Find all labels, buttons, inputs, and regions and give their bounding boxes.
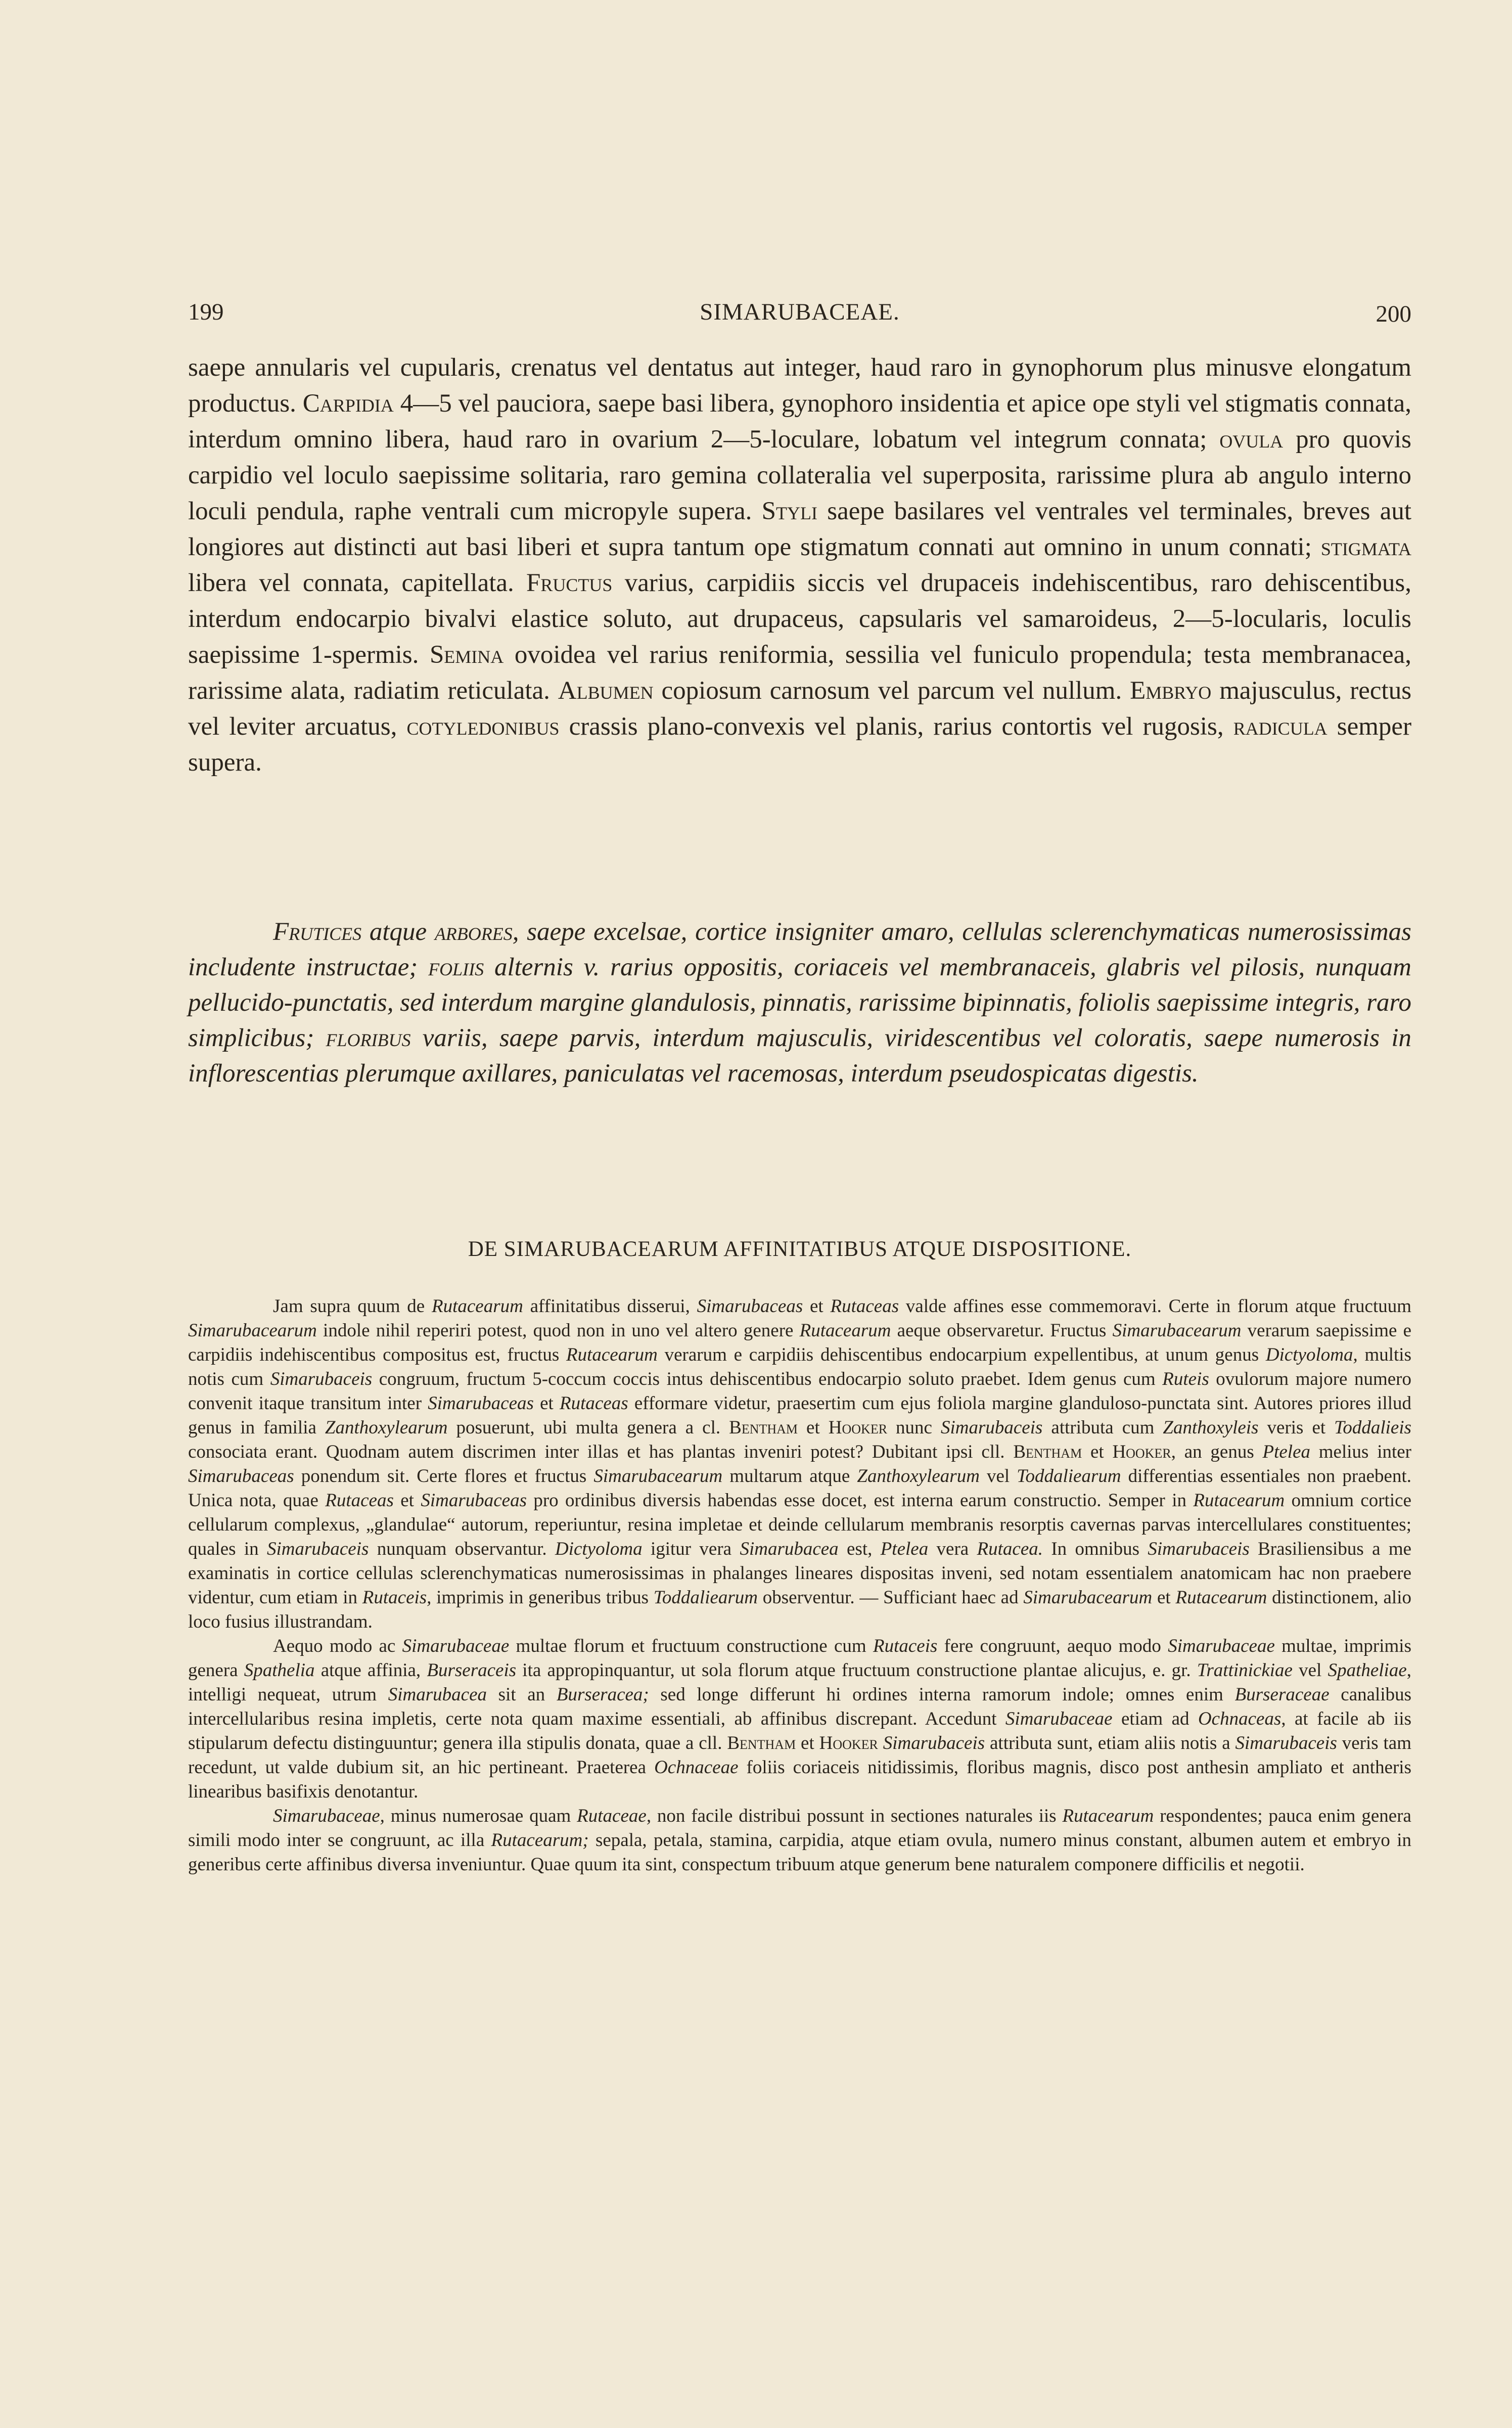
description-paragraph <box>188 350 1411 781</box>
page-number-right: 200 <box>1376 301 1411 327</box>
habit-diagnosis <box>188 914 1411 1091</box>
running-title: SIMARUBACEAE. <box>700 299 900 325</box>
description-text: saepe annularis vel cupularis, crenatus vel dentatus aut integer, haud raro in gynophorum plus minusve elongatum productus. Carpidia 4—5 vel pauciora, saepe basi libera, gynophoro insidentia et apice ope styli vel stigmatis connata, interdum omnino libera, haud raro in ovarium 2—5-loculare, lobatum vel integrum connata; ovula pro quovis carpidio vel loculo saepissime solitaria, raro gemina collateralia vel superposita, rarissime plura ab angulo interno loculi pendula, raphe ventrali cum micropyle supera. Styli saepe basilares vel ventrales vel terminales, breves aut longiores aut distincti aut basi liberi et supra tantum ope stigmatum connati aut omnino in unum connati; stigmata libera vel connata, capitellata. Fructus varius, carpidiis siccis vel drupaceis indehiscentibus, raro dehiscentibus, interdum endocarpio bivalvi elastice soluto, aut drupaceus, capsularis vel samaroideus, 2—5-locularis, loculis saepissime 1-spermis. Semina ovoidea vel rarius reniformia, sessilia vel funiculo propendula; testa membranacea, rarissime alata, radiatim reticulata. Albumen copiosum carnosum vel parcum vel nullum. Embryo majusculus, rectus vel leviter arcuatus, cotyledonibus crassis plano-convexis vel planis, rarius contortis vel rugosis, radicula semper supera. <box>188 353 1412 777</box>
affinities-paragraph-1: Jam supra quum de Rutacearum affinitatibus disserui, Simarubaceas et Rutaceas valde affines esse commemoravi. Certe in florum atque fructuum Simarubacearum indole nihil reperiri potest, quod non in uno vel altero genere Rutacearum aeque observaretur. Fructus Simarubacearum verarum saepissime e carpidiis indehiscentibus compositus est, fructus Rutacearum verarum e carpidiis dehiscentibus endocarpium expellentibus, at unum genus Dictyoloma, multis notis cum Simarubaceis congruum, fructum 5-coccum coccis intus dehiscentibus endocarpio soluto praebet. Idem genus cum Ruteis ovulorum majore numero convenit itaque transitum inter Simarubaceas et Rutaceas efformare videtur, praesertim cum ejus foliola margine glanduloso-punctata sint. Autores priores illud genus in familia Zanthoxylearum posuerunt, ubi multa genera a cl. Bentham et Hooker nunc Simarubaceis attributa cum Zanthoxyleis veris et Toddalieis consociata erant. Quodnam autem discrimen inter illas et has plantas inveniri potest? Dubitant ipsi cll. Bentham et Hooker, an genus Ptelea melius inter Simarubaceas ponendum sit. Certe flores et fructus Simarubacearum multarum atque Zanthoxylearum vel Toddaliearum differentias essentiales non praebent. Unica nota, quae Rutaceas et Simarubaceas pro ordinibus diversis habendas esse docet, est interna earum constructio. Semper in Rutacearum omnium cortice cellularum complexus, „glandulae“ autorum, reperiuntur, resina impletae et deinde cellularum membranis resorptis cavernas parvas intercellulares constituentes; quales in Simarubaceis nunquam observantur. Dictyoloma igitur vera Simarubacea est, Ptelea vera Rutacea. In omnibus Simarubaceis Brasiliensibus a me examinatis in cortice cellulas sclerenchymaticas numerosissimas in phalanges lineares dispositas inveni, sed notam essentialem anatomicam hac non praebere videntur, cum etiam in Rutaceis, imprimis in generibus tribus Toddaliearum observentur. — Sufficiant haec ad Simarubacearum et Rutacearum distinctionem, alio loco fusius illustrandam. <box>188 1296 1412 1632</box>
page-number-left: 199 <box>188 299 224 325</box>
section-heading: DE SIMARUBACEARUM AFFINITATIBUS ATQUE DISPOSITIONE. <box>468 1237 1132 1261</box>
affinities-paragraph-3: Simarubaceae, minus numerosae quam Rutaceae, non facile distribui possunt in sectiones naturales iis Rutacearum respondentes; pauca enim genera simili modo inter se congruunt, ac illa Rutacearum; sepala, petala, stamina, carpidia, atque etiam ovula, numero minus constant, albumen autem et embryo in generibus certe affinibus diversa inveniuntur. Quae quum ita sint, conspectum tribuum atque generum bene naturalem componere difficilis et negotii. <box>188 1806 1411 1875</box>
affinities-discussion <box>188 1294 1411 1877</box>
habit-diagnosis-text: Frutices atque arbores, saepe excelsae, cortice insigniter amaro, cellulas sclerenchymaticas numerosissimas includente instructae; foliis alternis v. rarius oppositis, coriaceis vel membranaceis, glabris vel pilosis, nunquam pellucido-punctatis, sed interdum margine glandulosis, pinnatis, rarissime bipinnatis, foliolis saepissime integris, raro simplicibus; floribus variis, saepe parvis, interdum majusculis, viridescentibus vel coloratis, saepe numerosis in inflorescentias plerumque axillares, paniculatas vel racemosas, interdum pseudospicatas digestis. <box>188 918 1412 1088</box>
page-header <box>188 298 1411 334</box>
affinities-paragraph-2: Aequo modo ac Simarubaceae multae florum et fructuum constructione cum Rutaceis fere congruunt, aequo modo Simarubaceae multae, imprimis genera Spathelia atque affinia, Burseraceis ita appropinquantur, ut sola florum atque fructuum constructione plantae alicujus, e. gr. Trattinickiae vel Spatheliae, intelligi nequeat, utrum Simarubacea sit an Burseracea; sed longe differunt hi ordines interna ramorum indole; omnes enim Burseraceae canalibus intercellularibus resina impletis, certe nota quam maxime essentiali, ab affinibus discrepant. Accedunt Simarubaceae etiam ad Ochnaceas, at facile ab iis stipularum defectu distinguuntur; genera illa stipulis donata, quae a cll. Bentham et Hooker Simarubaceis attributa sunt, etiam aliis notis a Simarubaceis veris tam recedunt, ut valde dubium sit, an hic pertineant. Praeterea Ochnaceae foliis coriaceis nitidissimis, floribus magnis, disco post anthesin ampliato et antheris linearibus basifixis denotantur. <box>188 1636 1412 1802</box>
